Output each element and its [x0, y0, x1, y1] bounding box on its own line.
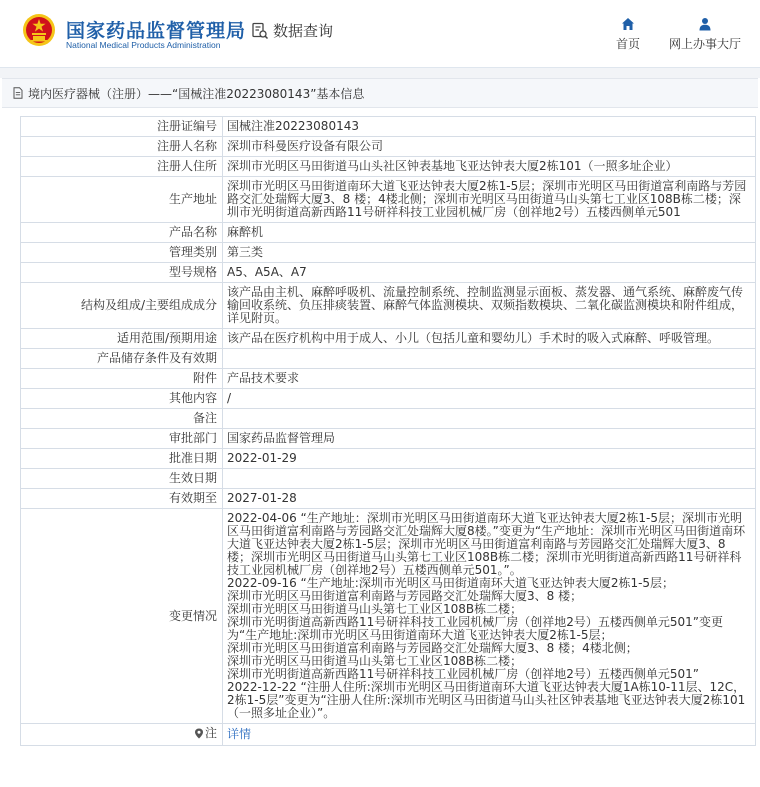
user-icon [698, 17, 712, 31]
change-entry: 深圳市光明区马田街道富利南路与芳园路交汇处瑞辉大厦3、8 楼； [227, 589, 583, 603]
row-label: 批准日期 [21, 449, 223, 469]
row-label: 审批部门 [21, 429, 223, 449]
table-row-change [21, 509, 756, 724]
change-entry: 深圳市光明区马田街道马山头第七工业区108B栋二楼； [227, 602, 523, 616]
row-label: 适用范围/预期用途 [21, 329, 223, 349]
row-value: 深圳市光明区马田街道南环大道飞亚达钟表大厦2栋1-5层；深圳市光明区马田街道富利南路与芳园路交汇处瑞辉大厦3、8 楼；4楼北侧；深圳市光明区马田街道马山头第七工业区108B栋二楼；深圳市光明街道高新西路11号研祥科技工业园机械厂房（创祥地2号）五楼西侧单元501 [223, 177, 756, 223]
row-label: 附件 [21, 369, 223, 389]
row-value: 2027-01-28 [223, 489, 756, 509]
site-header [0, 0, 760, 68]
row-value: 深圳市光明区马田街道马山头社区钟表基地飞亚达钟表大厦2栋101（一照多址企业） [223, 157, 756, 177]
change-entry: 深圳市光明区马田街道马山头第七工业区108B栋二楼； [227, 654, 523, 668]
row-value: 国械注准20223080143 [223, 117, 756, 137]
row-value: 该产品在医疗机构中用于成人、小儿（包括儿童和婴幼儿）手术时的吸入式麻醉、呼吸管理。 [223, 329, 756, 349]
row-value [223, 469, 756, 489]
table-row [21, 369, 756, 389]
breadcrumb-text: 境内医疗器械（注册）——“国械注准20223080143”基本信息 [28, 86, 365, 101]
agency-name-en: National Medical Products Administration [66, 40, 221, 50]
detail-link[interactable]: 详情 [227, 727, 252, 741]
table-row [21, 389, 756, 409]
row-label [21, 724, 223, 746]
row-label: 注册证编号 [21, 117, 223, 137]
data-query-nav[interactable] [251, 20, 333, 41]
table-row [21, 223, 756, 243]
table-row [21, 349, 756, 369]
change-entry: 2022-04-06 “生产地址：深圳市光明区马田街道南环大道飞亚达钟表大厦2栋1-5层；深圳市光明区马田街道富利南路与芳园路交汇处瑞辉大厦8楼。”变更为“生产地址：深圳市光明区马田街道南环大道飞亚达钟表大厦2栋1-5层；深圳市光明区马田街道富利南路与芳园路交汇处瑞辉大厦3、8楼；深圳市光明区马田街道马山头第七工业区108B栋二楼；深圳市光明街道高新西路11号研祥科技工业园机械厂房（创祥地2号）五楼西侧单元501。”。 [227, 511, 746, 577]
row-value: 国家药品监督管理局 [223, 429, 756, 449]
row-value: / [223, 389, 756, 409]
row-value: 产品技术要求 [223, 369, 756, 389]
change-history [223, 509, 756, 724]
row-value: 深圳市科曼医疗设备有限公司 [223, 137, 756, 157]
data-query-label: 数据查询 [273, 22, 334, 40]
nav-home[interactable] [612, 17, 644, 52]
nav-home-label: 首页 [615, 37, 640, 51]
change-entry: 深圳市光明区马田街道富利南路与芳园路交汇处瑞辉大厦3、8 楼；4楼北侧； [227, 641, 638, 655]
table-row [21, 489, 756, 509]
header-strip [0, 68, 760, 78]
info-table [20, 116, 756, 746]
row-label: 注册人名称 [21, 137, 223, 157]
info-table-wrap [20, 116, 756, 746]
row-label: 变更情况 [21, 509, 223, 724]
row-label: 其他内容 [21, 389, 223, 409]
table-row [21, 243, 756, 263]
row-label: 生效日期 [21, 469, 223, 489]
table-row [21, 157, 756, 177]
table-row [21, 117, 756, 137]
row-label: 生产地址 [21, 177, 223, 223]
row-label: 结构及组成/主要组成成分 [21, 283, 223, 329]
table-row [21, 283, 756, 329]
row-value: 2022-01-29 [223, 449, 756, 469]
row-label: 型号规格 [21, 263, 223, 283]
table-row [21, 409, 756, 429]
breadcrumb [2, 78, 758, 108]
change-entry: 深圳市光明街道高新西路11号研祥科技工业园机械厂房（创祥地2号）五楼西侧单元501” [227, 667, 700, 681]
row-value: A5、A5A、A7 [223, 263, 756, 283]
table-row [21, 449, 756, 469]
row-value [223, 409, 756, 429]
row-value: 麻醉机 [223, 223, 756, 243]
agency-name-cn: 国家药品监督管理局 [66, 20, 247, 42]
home-icon [621, 17, 635, 31]
table-row [21, 137, 756, 157]
pin-icon [194, 728, 204, 739]
table-row-note [21, 724, 756, 746]
document-icon [12, 87, 24, 99]
row-label: 产品名称 [21, 223, 223, 243]
row-label: 有效期至 [21, 489, 223, 509]
document-search-icon [251, 22, 269, 40]
national-emblem-icon [22, 13, 56, 47]
change-entry: 2022-12-22 “注册人住所:深圳市光明区马田街道南环大道飞亚达钟表大厦1A栋10-11层、12C，2栋1-5层”变更为“注册人住所:深圳市光明区马田街道马山头社区钟表基地飞亚达钟表大厦2栋101（一照多址企业）”。 [227, 680, 746, 720]
table-row [21, 469, 756, 489]
change-entry: 深圳市光明街道高新西路11号研祥科技工业园机械厂房（创祥地2号）五楼西侧单元501”变更为“生产地址:深圳市光明区马田街道南环大道飞亚达钟表大厦2栋1-5层； [227, 615, 724, 642]
row-label: 管理类别 [21, 243, 223, 263]
row-value: 第三类 [223, 243, 756, 263]
row-label: 备注 [21, 409, 223, 429]
table-row [21, 329, 756, 349]
change-entry: 2022-09-16 “生产地址:深圳市光明区马田街道南环大道飞亚达钟表大厦2栋1-5层； [227, 576, 675, 590]
row-value: 该产品由主机、麻醉呼吸机、流量控制系统、控制监测显示面板、蒸发器、通气系统、麻醉废气传输回收系统、负压排痰装置、麻醉气体监测模块、双频指数模块、二氧化碳监测模块和附件组成，详见附页。 [223, 283, 756, 329]
nav-online-hall[interactable] [664, 17, 746, 52]
note-label: 注 [204, 726, 217, 740]
nav-online-label: 网上办事大厅 [668, 37, 741, 51]
row-value [223, 349, 756, 369]
table-row [21, 263, 756, 283]
table-row [21, 429, 756, 449]
row-label: 产品储存条件及有效期 [21, 349, 223, 369]
row-label: 注册人住所 [21, 157, 223, 177]
table-row [21, 177, 756, 223]
